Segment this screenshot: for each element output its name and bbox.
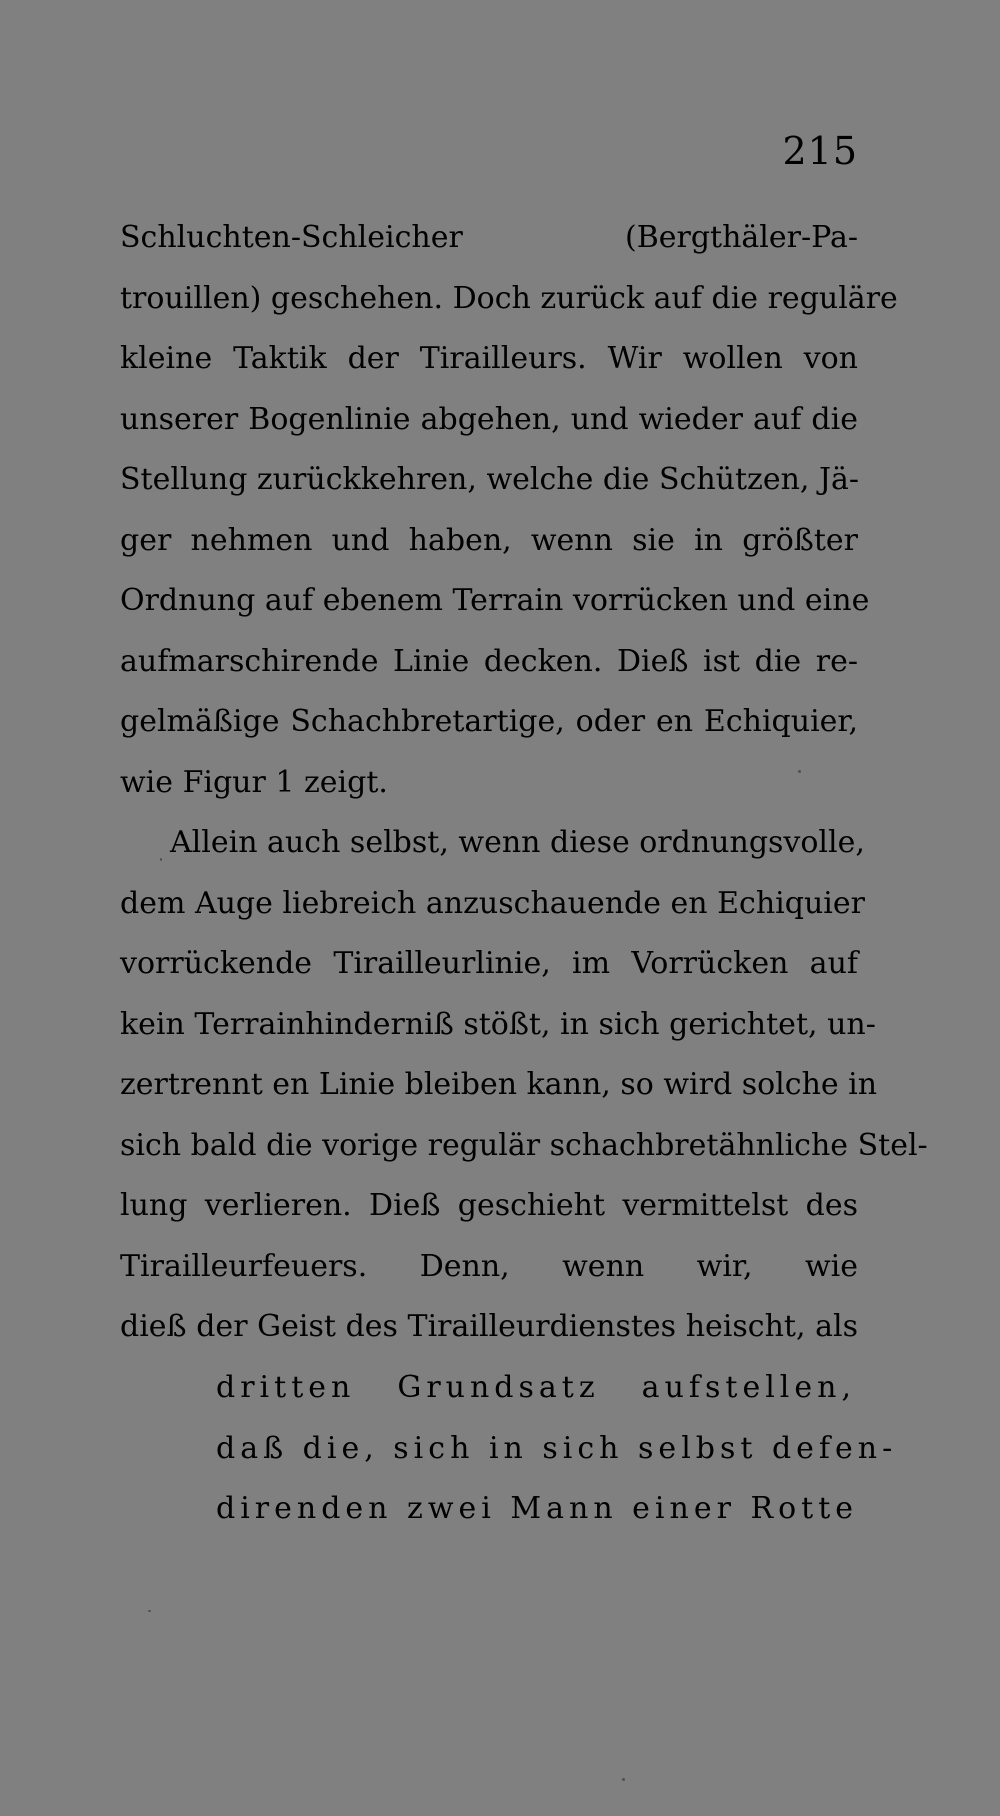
text-line: ger nehmen und haben, wenn sie in größter xyxy=(120,522,858,558)
text-line: Stellung zurückkehren, welche die Schützen, Jä- xyxy=(120,462,860,497)
text-line: kleine Taktik der Tirailleurs. Wir wollen von xyxy=(120,341,858,376)
body-text xyxy=(120,208,928,1358)
text-line: kein Terrainhinderniß stößt, in sich gerichtet, un- xyxy=(120,1006,876,1042)
text-line: Allein auch selbst, wenn diese ordnungsvolle, xyxy=(170,825,865,860)
text-line: unserer Bogenlinie abgehen, und wieder auf die xyxy=(120,401,858,437)
text-line: aufmarschirende Linie decken. Dieß ist die re- xyxy=(120,643,858,679)
text-line: trouillen) geschehen. Doch zurück auf die reguläre xyxy=(120,280,898,316)
text-line: dritten Grundsatz aufstellen, xyxy=(216,1370,856,1405)
text-line: dieß der Geist des Tirailleurdienstes heischt, als xyxy=(120,1309,858,1344)
page-number: 215 xyxy=(782,129,858,173)
text-line: dem Auge liebreich anzuschauende en Echiquier xyxy=(120,885,865,921)
text-line: daß die, sich in sich selbst defen- xyxy=(216,1430,898,1466)
text-line: Schluchten-Schleicher (Bergthäler-Pa- xyxy=(120,220,858,255)
ink-speck xyxy=(798,770,801,773)
ink-speck xyxy=(148,1610,151,1612)
text-line: Tirailleurfeuers. Denn, wenn wir, wie xyxy=(120,1248,858,1284)
indented-text xyxy=(216,1358,898,1540)
text-line: wie Figur 1 zeigt. xyxy=(120,764,388,800)
text-line: sich bald die vorige regulär schachbretähnliche Stel- xyxy=(120,1127,928,1163)
text-line: direnden zwei Mann einer Rotte xyxy=(216,1491,858,1526)
ink-speck xyxy=(622,1778,625,1781)
text-line: zertrennt en Linie bleiben kann, so wird solche in xyxy=(120,1067,878,1102)
text-line: vorrückende Tirailleurlinie, im Vorrücken auf xyxy=(120,946,858,981)
text-line: Ordnung auf ebenem Terrain vorrücken und eine xyxy=(120,583,870,618)
text-line: gelmäßige Schachbretartige, oder en Echiquier, xyxy=(120,704,858,739)
text-line: lung verlieren. Dieß geschieht vermittelst des xyxy=(120,1188,858,1223)
ink-speck xyxy=(160,858,162,861)
